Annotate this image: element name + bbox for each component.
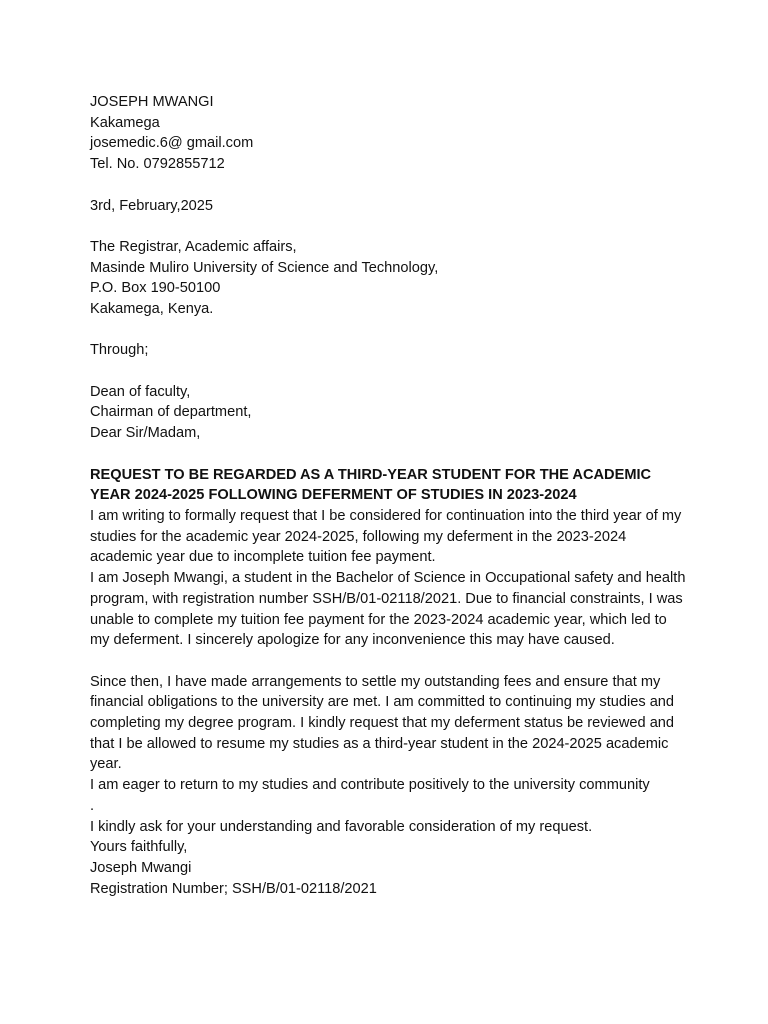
through-chairman: Chairman of department, [90, 404, 252, 421]
recipient-line-3: P.O. Box 190-50100 [90, 280, 221, 297]
recipient-block [90, 237, 690, 320]
salutation: Dear Sir/Madam, [90, 425, 201, 442]
spacer [90, 361, 690, 382]
spacer [90, 216, 690, 237]
spacer [90, 175, 690, 196]
body-paragraph-5: I kindly ask for your understanding and favorable consideration of my request. [90, 818, 593, 835]
recipient-line-1: The Registrar, Academic affairs, [90, 238, 297, 255]
body-paragraph-1: I am writing to formally request that I be considered for continuation into the third year of my studies for the academic year 2024-2025, following my deferment in the 2023-2024 academic year due to incomplete tuition fee payment. [90, 507, 682, 566]
signature-name: Joseph Mwangi [90, 859, 192, 876]
body-paragraph-2: I am Joseph Mwangi, a student in the Bachelor of Science in Occupational safety and health program, with registration number SSH/B/01-02118/2021. Due to financial constraints, I was unable to complete my tuition fee payment for the 2023-2024 academic year, which led to my deferment. I sincerely apologize for any inconvenience this may have caused. [90, 570, 686, 649]
letter-page [90, 92, 690, 899]
sender-town: Kakamega [90, 114, 160, 131]
body-paragraph-4: I am eager to return to my studies and contribute positively to the university community [90, 777, 650, 794]
sender-phone: Tel. No. 0792855712 [90, 156, 225, 173]
sender-email: josemedic.6@ gmail.com [90, 135, 254, 152]
body-paragraph-4-dot: . [90, 797, 95, 814]
spacer [90, 320, 690, 341]
sender-block [90, 92, 690, 175]
spacer [90, 444, 690, 465]
sender-name: JOSEPH MWANGI [90, 94, 214, 110]
letter-body [90, 506, 690, 837]
recipient-line-4: Kakamega, Kenya. [90, 301, 214, 317]
registration-number: Registration Number; SSH/B/01-02118/2021 [90, 880, 377, 897]
through-dean: Dean of faculty, [90, 383, 191, 400]
closing-block [90, 837, 690, 899]
through-list [90, 382, 690, 444]
recipient-line-2: Masinde Muliro University of Science and Technology, [90, 259, 439, 276]
letter-date: 3rd, February,2025 [90, 197, 214, 214]
spacer [90, 651, 690, 672]
through-label: Through; [90, 342, 149, 359]
valediction: Yours faithfully, [90, 839, 188, 856]
letter-subject: REQUEST TO BE REGARDED AS A THIRD-YEAR STUDENT FOR THE ACADEMIC YEAR 2024-2025 FOLLOWING DEFERMENT OF STUDIES IN 2023-2024 [90, 466, 652, 504]
body-paragraph-3: Since then, I have made arrangements to settle my outstanding fees and ensure that my financial obligations to the university are met. I am committed to continuing my studies and completing my degree program. I kindly request that my deferment status be reviewed and that I be allowed to resume my studies as a third-year student in the 2024-2025 academic year. [90, 673, 675, 773]
